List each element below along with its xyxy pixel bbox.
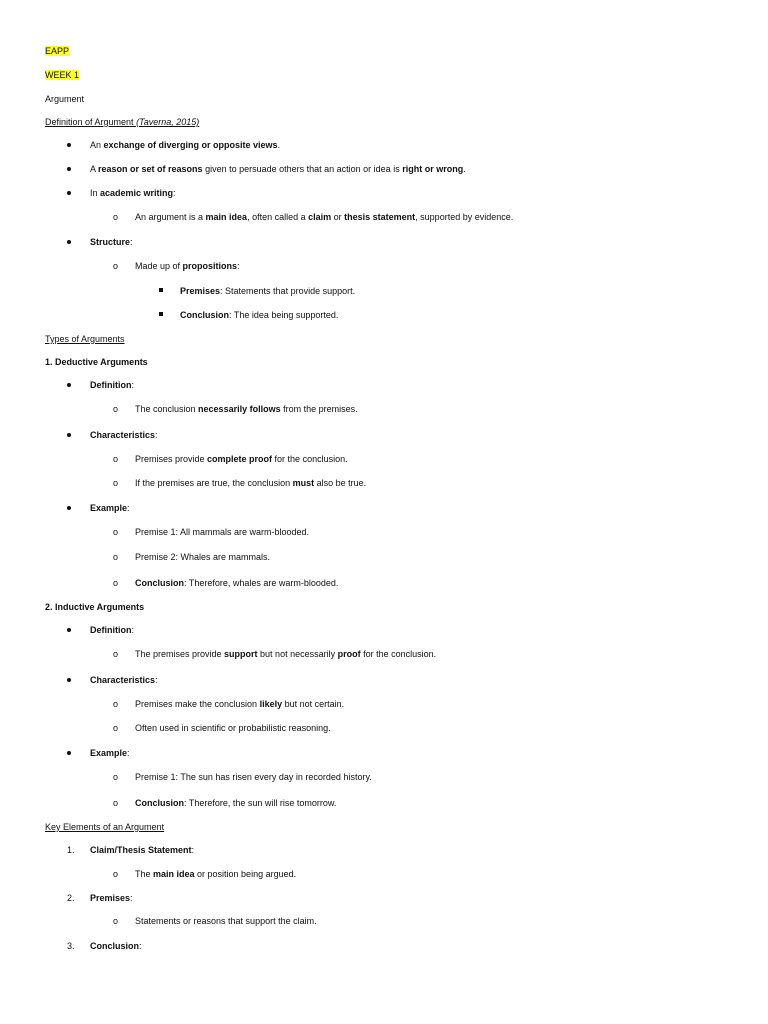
deductive-title: 1. Deductive Arguments <box>45 357 148 367</box>
definition-heading: Definition of Argument (Taverna, 2015) <box>45 117 200 127</box>
list-item: Premise 2: Whales are mammals. <box>135 552 271 562</box>
list-item: Conclusion: Therefore, the sun will rise tomorrow. <box>135 798 337 808</box>
list-item: Conclusion: <box>90 941 142 951</box>
list-item: Often used in scientific or probabilistic reasoning. <box>135 723 331 733</box>
list-item: Characteristics: <box>90 430 158 440</box>
bullet-icon <box>67 628 71 632</box>
bullet-icon <box>67 167 71 171</box>
bullet-icon <box>67 506 71 510</box>
bullet-icon <box>67 751 71 755</box>
sub-bullet-icon: o <box>113 649 119 659</box>
list-item: A reason or set of reasons given to persuade others that an action or idea is right or wrong. <box>90 164 466 174</box>
square-bullet-icon <box>159 312 163 316</box>
list-item: Premises make the conclusion likely but not certain. <box>135 699 345 709</box>
course-title: EAPP <box>45 46 70 56</box>
list-item: If the premises are true, the conclusion must also be true. <box>135 478 367 488</box>
list-item: Premises: <box>90 893 133 903</box>
list-item: Conclusion: Therefore, whales are warm-blooded. <box>135 578 339 588</box>
sub-bullet-icon: o <box>113 869 119 879</box>
sub-bullet-icon: o <box>113 723 119 733</box>
bullet-icon <box>67 240 71 244</box>
list-item: Example: <box>90 503 130 513</box>
bullet-icon <box>67 143 71 147</box>
list-item: The conclusion necessarily follows from the premises. <box>135 404 358 414</box>
week-label: WEEK 1 <box>45 70 80 80</box>
sub-bullet-icon: o <box>113 212 119 222</box>
list-item: Premise 1: The sun has risen every day in recorded history. <box>135 772 372 782</box>
sub-bullet-icon: o <box>113 404 119 414</box>
list-number: 1. <box>67 845 75 855</box>
list-item: Premises provide complete proof for the conclusion. <box>135 454 348 464</box>
list-item: Conclusion: The idea being supported. <box>180 310 339 320</box>
list-item: Statements or reasons that support the claim. <box>135 916 317 926</box>
sub-bullet-icon: o <box>113 699 119 709</box>
sub-bullet-icon: o <box>113 261 119 271</box>
bullet-icon <box>67 191 71 195</box>
topic-title: Argument <box>45 94 85 104</box>
sub-bullet-icon: o <box>113 578 119 588</box>
sub-bullet-icon: o <box>113 772 119 782</box>
sub-bullet-icon: o <box>113 454 119 464</box>
square-bullet-icon <box>159 288 163 292</box>
list-item: Definition: <box>90 625 135 635</box>
bullet-icon <box>67 678 71 682</box>
list-item: An argument is a main idea, often called a claim or thesis statement, supported by evidence. <box>135 212 514 222</box>
list-item: Structure: <box>90 237 133 247</box>
inductive-title: 2. Inductive Arguments <box>45 602 145 612</box>
sub-bullet-icon: o <box>113 527 119 537</box>
sub-bullet-icon: o <box>113 916 119 926</box>
list-item: An exchange of diverging or opposite views. <box>90 140 281 150</box>
types-heading: Types of Arguments <box>45 334 125 344</box>
list-item: Characteristics: <box>90 675 158 685</box>
key-elements-heading: Key Elements of an Argument <box>45 822 165 832</box>
list-item: The premises provide support but not necessarily proof for the conclusion. <box>135 649 437 659</box>
list-item: Premises: Statements that provide support. <box>180 286 356 296</box>
list-item: In academic writing: <box>90 188 176 198</box>
list-item: Example: <box>90 748 130 758</box>
bullet-icon <box>67 383 71 387</box>
list-item: Definition: <box>90 380 135 390</box>
list-number: 2. <box>67 893 75 903</box>
list-item: The main idea or position being argued. <box>135 869 297 879</box>
list-item: Premise 1: All mammals are warm-blooded. <box>135 527 310 537</box>
sub-bullet-icon: o <box>113 478 119 488</box>
sub-bullet-icon: o <box>113 552 119 562</box>
sub-bullet-icon: o <box>113 798 119 808</box>
list-item: Claim/Thesis Statement: <box>90 845 195 855</box>
bullet-icon <box>67 433 71 437</box>
list-number: 3. <box>67 941 75 951</box>
list-item: Made up of propositions: <box>135 261 240 271</box>
